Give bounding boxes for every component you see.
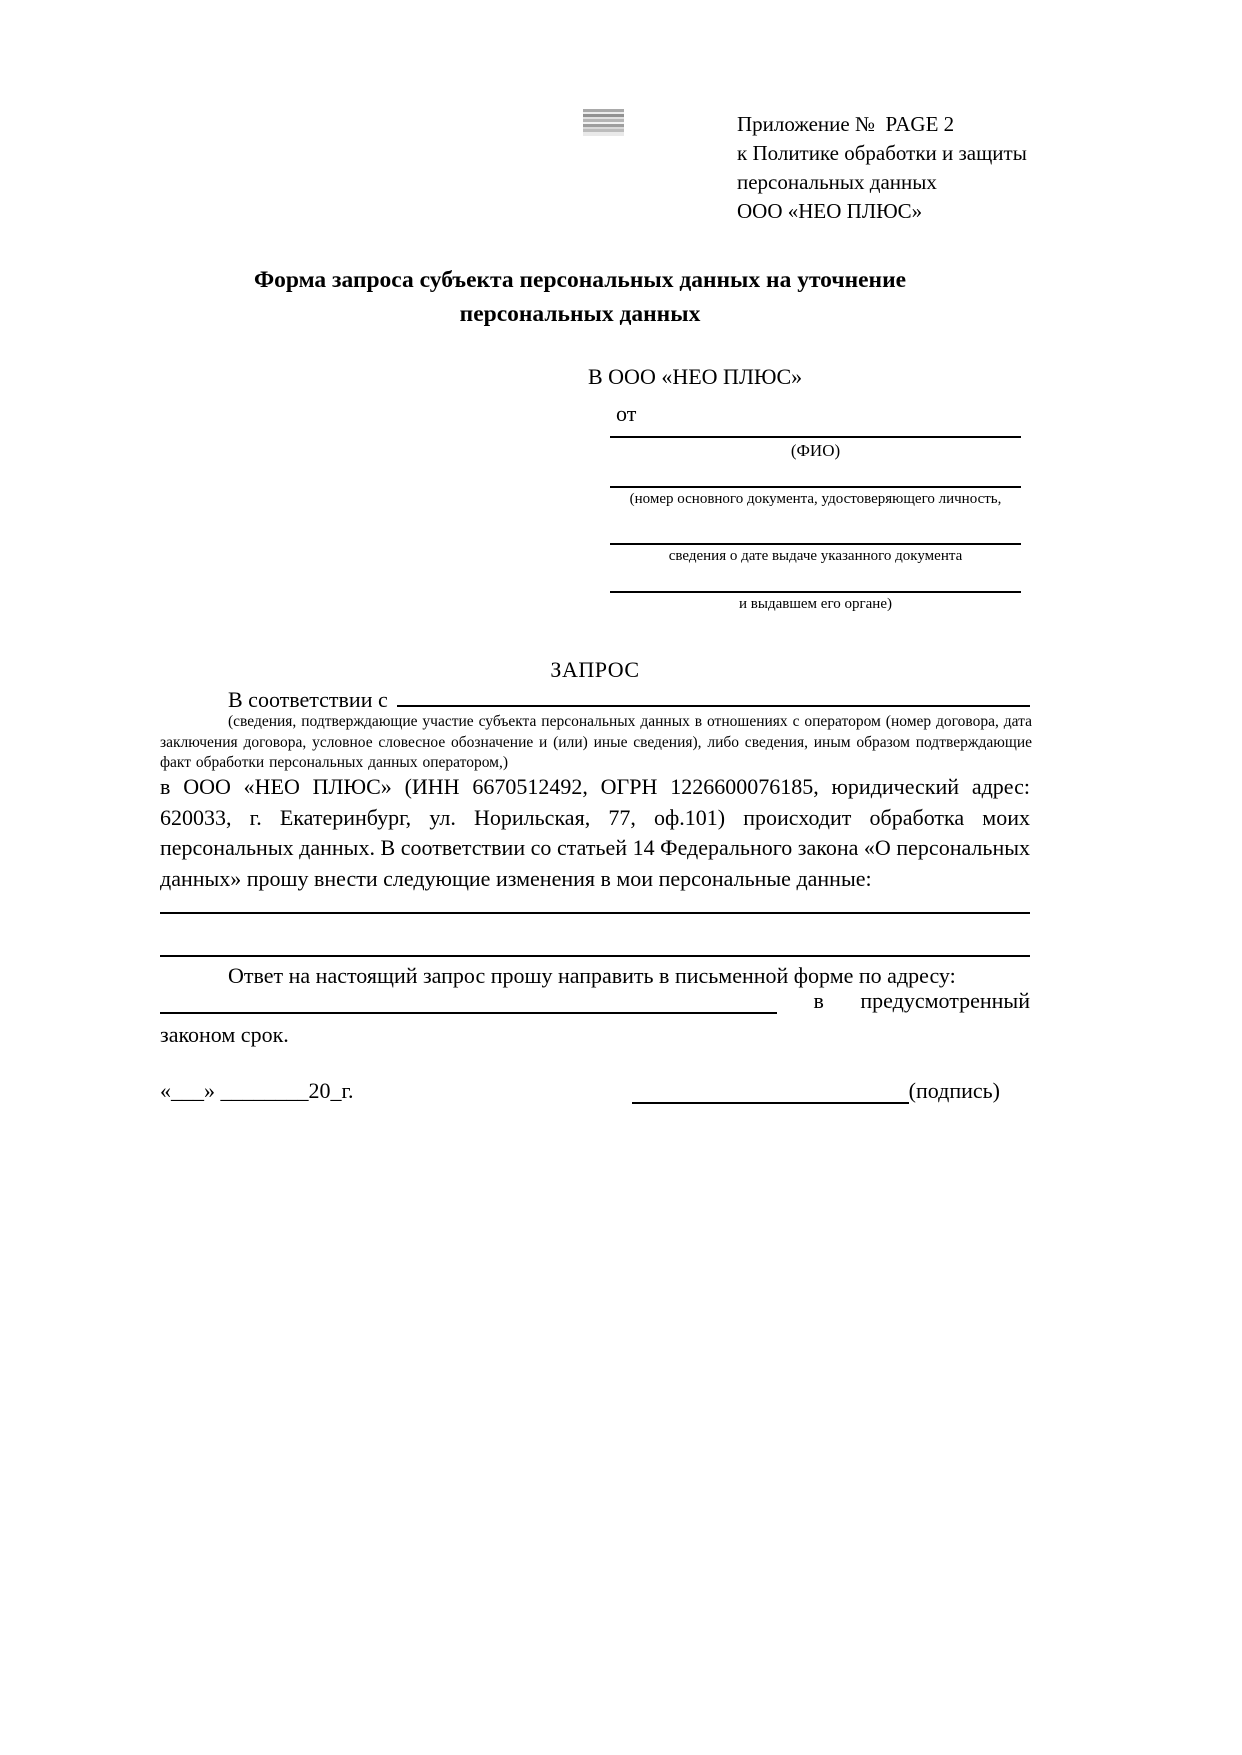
signature-caption: (подпись) — [908, 1078, 1000, 1103]
reply-tail-line: законом срок. — [160, 1022, 289, 1047]
issue-date-caption: сведения о дате выдаче указанного документа — [668, 548, 963, 564]
details-blank-line-1[interactable] — [160, 912, 1030, 914]
reply-inline-word-2: предусмотренный — [860, 988, 1030, 1013]
issue-date-field-line[interactable] — [610, 543, 1021, 545]
details-blank-line-2[interactable] — [160, 955, 1030, 957]
appendix-header — [737, 110, 1027, 226]
document-number-caption: (номер основного документа, удостоверяющего личность, — [629, 491, 1002, 507]
reply-inline-word-1: в — [813, 988, 824, 1013]
fio-caption: (ФИО) — [790, 441, 841, 460]
reply-address-row — [160, 988, 1030, 1014]
policy-line-2: персональных данных — [737, 170, 937, 194]
from-label: от — [616, 401, 637, 426]
issuing-authority-field — [610, 591, 1021, 613]
date-signature-row — [160, 1078, 1030, 1104]
policy-line-1: к Политике обработки и защиты — [737, 141, 1027, 165]
addressee-line: В ООО «НЕО ПЛЮС» — [588, 364, 803, 389]
appendix-number-line: Приложение № PAGE 2 — [737, 112, 955, 136]
document-number-field — [610, 486, 1021, 508]
signature-field-line[interactable] — [632, 1082, 909, 1104]
issuing-authority-caption: и выдавшем его органе) — [739, 596, 892, 612]
request-heading: ЗАПРОС — [550, 657, 640, 682]
company-name-line: ООО «НЕО ПЛЮС» — [737, 199, 923, 223]
basis-label: В соответствии с — [228, 687, 388, 712]
reply-address-field-line[interactable] — [160, 990, 777, 1014]
document-number-field-line[interactable] — [610, 486, 1021, 488]
issuing-authority-field-line[interactable] — [610, 591, 1021, 593]
basis-row — [160, 685, 1030, 713]
fine-print-note: (сведения, подтверждающие участие субъекта персональных данных в отношениях с оператором (номер договора, дата заключения договора, условное словесное обозначение и (или) иные сведения), либо сведения, иным образом подтверждающие факт обработки персональных данных оператором,) — [160, 713, 1032, 771]
request-body-paragraph: в ООО «НЕО ПЛЮС» (ИНН 6670512492, ОГРН 1226600076185, юридический адрес: 620033, г. Екатеринбург, ул. Норильская, 77, оф.101) происходит обработка моих персональных данных. В соответствии со статьей 14 Федерального закона «О персональных данных» прошу внести следующие изменения в мои персональные данные: — [160, 774, 1030, 891]
date-blank-line[interactable]: «___» ________20_г. — [160, 1078, 354, 1103]
issue-date-field — [610, 543, 1021, 565]
basis-field-line[interactable] — [397, 685, 1030, 707]
document-title: Форма запроса субъекта персональных данных на уточнение персональных данных — [253, 267, 907, 327]
reply-address-sentence: Ответ на настоящий запрос прошу направить в письменной форме по адресу: — [228, 963, 956, 988]
fio-field-line[interactable] — [610, 436, 1021, 438]
fio-field — [610, 436, 1021, 461]
blurred-field-artifact-icon — [583, 109, 624, 136]
signature-group — [632, 1078, 1000, 1104]
